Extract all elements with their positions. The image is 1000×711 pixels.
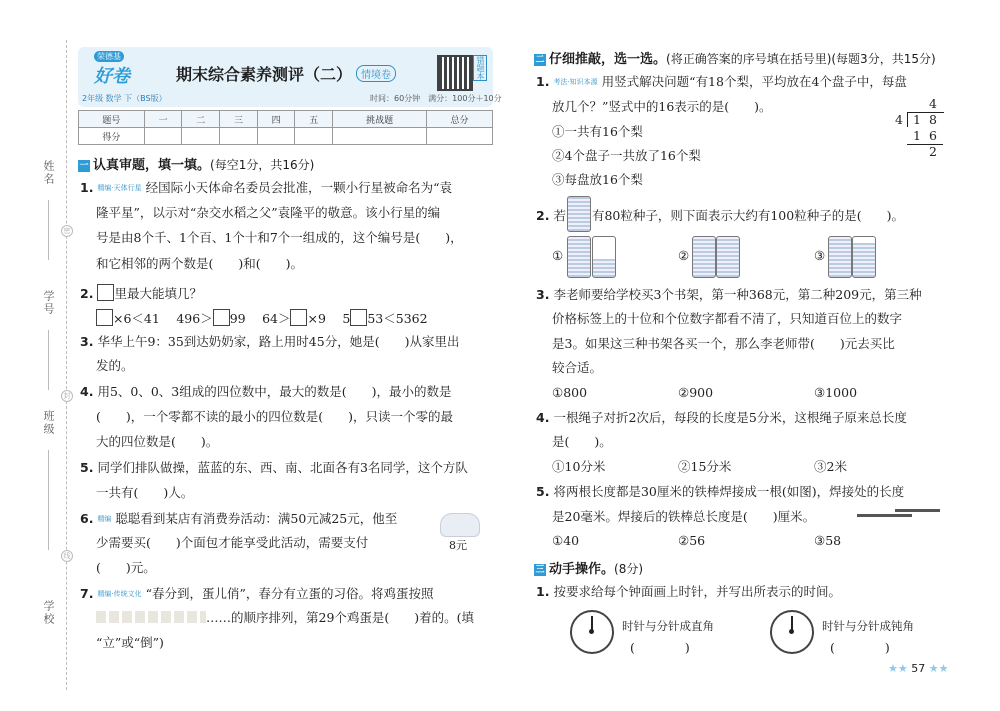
answer-box[interactable] bbox=[290, 309, 307, 326]
score-label-cell: 得分 bbox=[79, 128, 145, 145]
name-label: 姓名 bbox=[42, 160, 55, 186]
seed-jar-icon bbox=[852, 236, 876, 278]
name-line bbox=[48, 200, 49, 260]
section-title: 动手操作。 bbox=[549, 562, 615, 577]
question-text: “立”或“倒”) bbox=[96, 635, 164, 650]
section-3-header bbox=[534, 558, 643, 577]
question-text: 里最大能填几？ bbox=[114, 286, 202, 301]
question-text: 发的。 bbox=[96, 358, 134, 373]
school-label: 学校 bbox=[42, 600, 55, 626]
section-number-icon: 一 bbox=[79, 161, 89, 171]
score-header-cell: 总分 bbox=[427, 111, 493, 128]
choice-option[interactable]: ②56 bbox=[678, 533, 706, 548]
question-text: 经国际小天体命名委员会批准，一颗小行星被命名为“袁 bbox=[145, 180, 453, 195]
question-text: 少需要买( )个面包才能享受此活动，需要支付 bbox=[96, 535, 369, 550]
logo-main-text: 好卷 bbox=[94, 66, 130, 87]
choice-option[interactable]: ③1000 bbox=[814, 385, 858, 400]
error-book-tag: 错题本 bbox=[473, 55, 487, 81]
score-header-cell: 一 bbox=[144, 111, 182, 128]
question-text: 隆平星”，以示对“杂交水稻之父”袁隆平的敬意。该小行星的编 bbox=[96, 205, 441, 220]
division-divisor: 4 bbox=[895, 112, 903, 127]
question-text: 用5、0、0、3组成的四位数中，最大的数是( )，最小的数是 bbox=[97, 384, 452, 399]
score-cell[interactable] bbox=[144, 128, 182, 145]
question-4: 4. 用5、0、0、3组成的四位数中，最大的数是( )，最小的数是 bbox=[80, 384, 452, 399]
score-table bbox=[78, 110, 493, 145]
student-id-line bbox=[48, 330, 49, 390]
choice-option[interactable]: ②4个盘子一共放了16个梨 bbox=[552, 148, 701, 163]
seal-mark: 封 bbox=[61, 390, 73, 402]
clock-face-icon[interactable] bbox=[570, 610, 614, 654]
clock-face-icon[interactable] bbox=[770, 610, 814, 654]
question-badge: 精编 bbox=[97, 515, 112, 523]
question-text: 李老师要给学校买3个书架，第一种368元，第二种209元，第三种 bbox=[553, 287, 922, 302]
question-text: 是3。如果这三种书架各买一个，那么李老师带( )元去买比 bbox=[552, 336, 895, 351]
choice-option[interactable]: ①40 bbox=[552, 533, 580, 548]
question-text: ×9 bbox=[307, 311, 326, 326]
choice-option[interactable]: ①10分米 bbox=[552, 459, 606, 474]
choice-option[interactable]: ①800 bbox=[552, 385, 588, 400]
choice-option[interactable]: ③每盘放16个梨 bbox=[552, 172, 643, 187]
bread-price: 8元 bbox=[449, 539, 467, 552]
choice-option[interactable]: ③58 bbox=[814, 533, 842, 548]
clock-instruction: 时针与分针成直角 bbox=[622, 619, 714, 633]
seed-jar-icon bbox=[567, 236, 591, 278]
question-text: 聪聪看到某店有消费券活动：满50元减25元，他至 bbox=[115, 511, 398, 526]
score-cell[interactable] bbox=[295, 128, 333, 145]
question-5: 5. 同学们排队做操，蓝蓝的东、西、南、北面各有3名同学，这个方队 bbox=[80, 460, 468, 475]
answer-box[interactable] bbox=[213, 309, 230, 326]
question-text: 较合适。 bbox=[552, 360, 603, 375]
division-dividend: 18 bbox=[913, 112, 945, 127]
choice-option[interactable]: ③2米 bbox=[814, 459, 847, 474]
question-text: 号是由8个千、1个百、1个十和7个一组成的，这个编号是( )， bbox=[96, 230, 463, 245]
question-text: 若 bbox=[553, 208, 566, 223]
egg-sequence-icon bbox=[96, 611, 206, 623]
question-text: 同学们排队做操，蓝蓝的东、西、南、北面各有3名同学，这个方队 bbox=[97, 460, 468, 475]
question-6: 6. 精编 聪聪看到某店有消费券活动：满50元减25元，他至 bbox=[80, 511, 398, 526]
question-2: 2. 里最大能填几？ bbox=[80, 286, 202, 301]
brand-logo bbox=[82, 51, 167, 103]
choice-question-3: 3. 李老师要给学校买3个书架，第一种368元，第二种209元，第三种 bbox=[536, 287, 922, 302]
division-remainder: 2 bbox=[929, 144, 937, 159]
time-answer-blank[interactable]: ( ) bbox=[630, 640, 690, 655]
section-number-icon: 三 bbox=[535, 565, 545, 575]
seed-jar-icon bbox=[592, 236, 616, 278]
class-label: 班级 bbox=[42, 410, 55, 436]
section-title: 认真审题，填一填。 bbox=[93, 158, 211, 173]
question-text: 按要求给每个钟面画上时针，并写出所表示的时间。 bbox=[553, 584, 841, 599]
question-badge: 精编·天体行星 bbox=[97, 184, 142, 192]
student-id-label: 学号 bbox=[42, 290, 55, 316]
question-text bbox=[96, 610, 474, 626]
seal-mark: 线 bbox=[61, 550, 73, 562]
seed-jar-icon bbox=[567, 196, 591, 232]
question-text: 和它相邻的两个数是( )和( )。 bbox=[96, 256, 304, 271]
score-header-cell: 挑战题 bbox=[333, 111, 427, 128]
score-header-cell: 题号 bbox=[79, 111, 145, 128]
question-text: 价格标签上的十位和个位数字都看不清了，只知道百位上的数字 bbox=[552, 311, 903, 326]
scenario-tag: 情境卷 bbox=[356, 65, 396, 82]
choice-option[interactable]: ③ bbox=[814, 248, 826, 263]
question-1: 1. 精编·天体行星 经国际小天体命名委员会批准，一颗小行星被命名为“袁 bbox=[80, 180, 453, 195]
choice-question-5: 5. 将两根长度都是30厘米的铁棒焊接成一根(如图)，焊接处的长度 bbox=[536, 484, 905, 499]
iron-bar-icon bbox=[895, 509, 940, 512]
section-2-header bbox=[534, 48, 936, 67]
question-text: 496＞ bbox=[176, 311, 213, 326]
page-title: 期末综合素养测评（二） bbox=[176, 65, 353, 84]
choice-option[interactable]: ②15分米 bbox=[678, 459, 732, 474]
question-text: 将两根长度都是30厘米的铁棒焊接成一根(如图)，焊接处的长度 bbox=[553, 484, 905, 499]
question-text: 是( )。 bbox=[552, 434, 612, 449]
score-cell[interactable] bbox=[333, 128, 427, 145]
question-text: 99 bbox=[229, 311, 246, 326]
seed-jar-icon bbox=[716, 236, 740, 278]
score-cell[interactable] bbox=[220, 128, 258, 145]
section-title: 仔细推敲，选一选。 bbox=[549, 52, 667, 67]
section-note: (每空1分，共16分) bbox=[210, 158, 315, 172]
score-header-cell: 四 bbox=[257, 111, 295, 128]
question-badge: 精编·传统文化 bbox=[97, 590, 142, 598]
grade-tag: 2年级 数学 下（BS版） bbox=[82, 94, 167, 103]
page-number-text: 57 bbox=[911, 662, 926, 675]
choice-option[interactable]: ②900 bbox=[678, 385, 714, 400]
section-number-icon: 二 bbox=[535, 55, 545, 65]
question-7: 7. 精编·传统文化 “春分到，蛋儿俏”，春分有立蛋的习俗。将鸡蛋按照 bbox=[80, 586, 434, 601]
score-cell[interactable] bbox=[427, 128, 493, 145]
choice-option[interactable]: ② bbox=[678, 248, 690, 263]
section-note: (将正确答案的序号填在括号里)(每题3分，共15分) bbox=[666, 52, 936, 66]
question-text: 大的四位数是( )。 bbox=[96, 434, 219, 449]
question-2-items bbox=[96, 309, 428, 327]
seal-line bbox=[66, 40, 67, 690]
bread-icon bbox=[440, 513, 480, 537]
logo-top-text: 荣德基 bbox=[94, 51, 124, 62]
choice-option[interactable]: ① bbox=[552, 248, 564, 263]
question-text: 64＞ bbox=[262, 311, 291, 326]
answer-box[interactable] bbox=[97, 284, 114, 301]
question-text: ( )，一个零都不读的最小的四位数是( )，只读一个零的最 bbox=[96, 409, 454, 424]
question-text: 放几个？”竖式中的16表示的是( )。 bbox=[552, 99, 772, 114]
time-answer-blank[interactable]: ( ) bbox=[830, 640, 890, 655]
question-text: 一根绳子对折2次后，每段的长度是5分米，这根绳子原来总长度 bbox=[553, 410, 907, 425]
iron-bar-icon bbox=[857, 514, 912, 517]
division-product: 16 bbox=[913, 128, 945, 143]
question-text: 53＜5362 bbox=[367, 311, 428, 326]
choice-question-4: 4. 一根绳子对折2次后，每段的长度是5分米，这根绳子原来总长度 bbox=[536, 410, 907, 425]
question-text: 一共有( )人。 bbox=[96, 485, 194, 500]
seal-mark: 密 bbox=[61, 225, 73, 237]
long-division bbox=[895, 96, 945, 160]
seed-jar-icon bbox=[692, 236, 716, 278]
operation-question-1: 1. 按要求给每个钟面画上时针，并写出所表示的时间。 bbox=[536, 584, 841, 599]
score-header-cell: 二 bbox=[182, 111, 220, 128]
question-text: 5 bbox=[342, 311, 351, 326]
score-cell[interactable] bbox=[182, 128, 220, 145]
question-text: ……的顺序排列，第29个鸡蛋是( )着的。(填 bbox=[206, 610, 475, 625]
class-line bbox=[48, 450, 49, 550]
exam-meta: 时间：60分钟 满分：100分＋10分 bbox=[370, 94, 502, 103]
clock-instruction: 时针与分针成钝角 bbox=[822, 619, 914, 633]
page-number: ★★ 57 ★★ bbox=[888, 662, 949, 675]
choice-option[interactable]: ①一共有16个梨 bbox=[552, 124, 643, 139]
question-text: “春分到，蛋儿俏”，春分有立蛋的习俗。将鸡蛋按照 bbox=[145, 586, 434, 601]
score-cell[interactable] bbox=[257, 128, 295, 145]
question-badge: 考法·知识本源 bbox=[553, 78, 598, 86]
division-quotient: 4 bbox=[929, 96, 937, 111]
answer-box[interactable] bbox=[96, 309, 113, 326]
question-text: 用竖式解决问题“有18个梨，平均放在4个盘子中，每盘 bbox=[601, 74, 907, 89]
section-note: (8分) bbox=[614, 562, 644, 576]
score-header-cell: 三 bbox=[220, 111, 258, 128]
qr-code-icon[interactable] bbox=[437, 55, 473, 91]
choice-question-1: 1. 考法·知识本源 用竖式解决问题“有18个梨，平均放在4个盘子中，每盘 bbox=[536, 74, 907, 89]
question-text: ( )元。 bbox=[96, 560, 156, 575]
score-header-cell: 五 bbox=[295, 111, 333, 128]
question-text: 有80粒种子，则下面表示大约有100粒种子的是( )。 bbox=[591, 208, 904, 223]
answer-box[interactable] bbox=[350, 309, 367, 326]
choice-question-2: 2. 若 有80粒种子，则下面表示大约有100粒种子的是( )。 bbox=[536, 208, 904, 223]
question-text: 华华上午9：35到达奶奶家，路上用时45分，她是( )从家里出 bbox=[97, 334, 460, 349]
section-1-header bbox=[78, 154, 314, 173]
question-3: 3. 华华上午9：35到达奶奶家，路上用时45分，她是( )从家里出 bbox=[80, 334, 460, 349]
seed-jar-icon bbox=[828, 236, 852, 278]
question-text: ×6＜41 bbox=[113, 311, 160, 326]
question-text: 是20毫米。焊接后的铁棒总长度是( )厘米。 bbox=[552, 509, 816, 524]
